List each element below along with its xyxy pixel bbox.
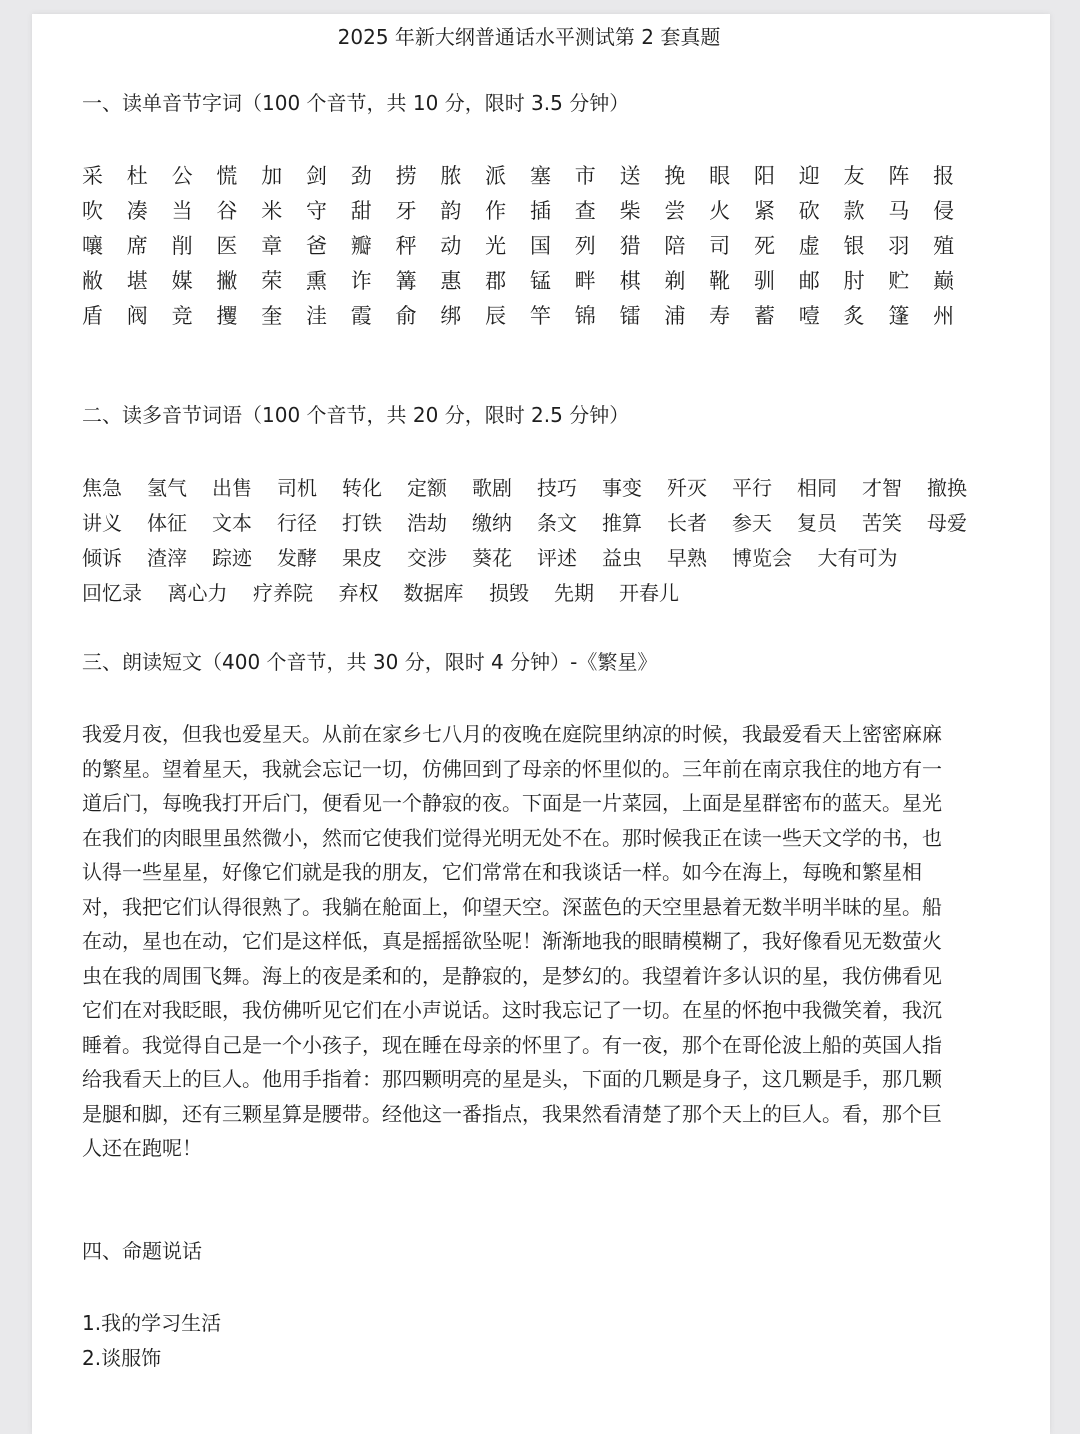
word-item: 歼灭 bbox=[667, 476, 707, 500]
syllable-char: 噎 bbox=[798, 304, 820, 328]
word-row bbox=[82, 473, 992, 508]
syllable-char: 陪 bbox=[664, 234, 686, 258]
syllable-char: 秤 bbox=[395, 234, 417, 258]
word-item: 益虫 bbox=[602, 546, 642, 570]
syllable-char: 守 bbox=[305, 199, 327, 223]
word-item: 开春儿 bbox=[619, 581, 679, 605]
syllable-char: 杜 bbox=[126, 164, 148, 188]
syllable-char: 火 bbox=[709, 199, 731, 223]
word-item: 条文 bbox=[537, 511, 577, 535]
word-item: 才智 bbox=[862, 476, 902, 500]
syllable-char: 攫 bbox=[216, 304, 238, 328]
syllable-char: 奎 bbox=[261, 304, 283, 328]
syllable-char: 眼 bbox=[709, 164, 731, 188]
char-row bbox=[82, 266, 978, 301]
word-item: 焦急 bbox=[82, 476, 122, 500]
syllable-char: 捞 bbox=[395, 164, 417, 188]
syllable-char: 阀 bbox=[126, 304, 148, 328]
passage-line: 睡着。我觉得自己是一个小孩子，现在睡在母亲的怀里了。有一夜，那个在哥伦波上船的英国人指 bbox=[82, 1032, 942, 1057]
word-item: 浩劫 bbox=[407, 511, 447, 535]
syllable-char: 牙 bbox=[395, 199, 417, 223]
syllable-char: 蓄 bbox=[753, 304, 775, 328]
syllable-char: 公 bbox=[171, 164, 193, 188]
syllable-char: 慌 bbox=[216, 164, 238, 188]
word-item: 评述 bbox=[537, 546, 577, 570]
syllable-char: 篷 bbox=[888, 304, 910, 328]
word-row bbox=[82, 543, 992, 578]
syllable-char: 席 bbox=[126, 234, 148, 258]
syllable-char: 巅 bbox=[933, 269, 955, 293]
word-item: 葵花 bbox=[472, 546, 512, 570]
syllable-char: 郡 bbox=[485, 269, 507, 293]
char-row bbox=[82, 196, 978, 231]
word-item: 苦笑 bbox=[862, 511, 902, 535]
word-item: 发酵 bbox=[277, 546, 317, 570]
char-row bbox=[82, 301, 978, 336]
syllable-char: 派 bbox=[485, 164, 507, 188]
passage-line: 我爱月夜，但我也爱星天。从前在家乡七八月的夜晚在庭院里纳凉的时候，我最爱看天上密密麻麻 bbox=[82, 722, 942, 746]
word-item: 数据库 bbox=[403, 581, 464, 605]
passage-line: 是腿和脚，还有三颗星算是腰带。经他这一番指点，我果然看清楚了那个天上的巨人。看，那个巨 bbox=[82, 1101, 942, 1126]
syllable-char: 友 bbox=[843, 164, 865, 188]
syllable-char: 采 bbox=[82, 164, 103, 188]
syllable-char: 谷 bbox=[216, 199, 238, 223]
syllable-char: 靴 bbox=[709, 269, 731, 293]
syllable-char: 爸 bbox=[305, 234, 327, 258]
syllable-char: 死 bbox=[753, 234, 775, 258]
section-1-heading: 一、读单音节字词（100 个音节，共 10 分，限时 3.5 分钟） bbox=[82, 91, 630, 115]
word-item: 离心力 bbox=[167, 581, 228, 605]
syllable-char: 银 bbox=[843, 234, 865, 258]
syllable-char: 堪 bbox=[126, 269, 148, 293]
syllable-char: 医 bbox=[216, 234, 238, 258]
word-item: 打铁 bbox=[342, 511, 382, 535]
syllable-char: 浦 bbox=[664, 304, 686, 328]
word-item: 司机 bbox=[277, 476, 317, 500]
word-item: 倾诉 bbox=[82, 546, 122, 570]
word-item: 先期 bbox=[554, 581, 594, 605]
passage-line: 对，我把它们认得很熟了。我躺在舱面上，仰望天空。深蓝色的天空里悬着无数半明半昧的星。船 bbox=[82, 894, 942, 919]
syllable-char: 猎 bbox=[619, 234, 641, 258]
document-title: 2025 年新大纲普通话水平测试第 2 套真题 bbox=[337, 25, 721, 49]
word-item: 渣滓 bbox=[147, 546, 187, 570]
syllable-char: 畔 bbox=[574, 269, 596, 293]
section-4-heading: 四、命题说话 bbox=[82, 1239, 202, 1263]
word-item: 长者 bbox=[667, 511, 707, 535]
syllable-char: 锦 bbox=[574, 304, 596, 328]
syllable-char: 列 bbox=[574, 234, 596, 258]
syllable-char: 绑 bbox=[440, 304, 462, 328]
syllable-char: 洼 bbox=[305, 304, 327, 328]
passage-line: 的繁星。望着星天，我就会忘记一切，仿佛回到了母亲的怀里似的。三年前在南京我住的地方有一 bbox=[82, 756, 942, 781]
syllable-char: 插 bbox=[529, 199, 551, 223]
syllable-char: 加 bbox=[261, 164, 283, 188]
syllable-char: 迎 bbox=[798, 164, 820, 188]
syllable-char: 米 bbox=[261, 199, 283, 223]
passage-line: 虫在我的周围飞舞。海上的夜是柔和的，是静寂的，是梦幻的。我望着许多认识的星，我仿佛看见 bbox=[82, 963, 942, 988]
syllable-char: 阳 bbox=[753, 164, 775, 188]
word-row bbox=[82, 508, 992, 543]
word-item: 相同 bbox=[797, 476, 837, 500]
word-item: 推算 bbox=[602, 511, 642, 535]
syllable-char: 诈 bbox=[350, 269, 372, 293]
topic-item: 1.我的学习生活 bbox=[82, 1311, 222, 1335]
syllable-char: 司 bbox=[709, 234, 731, 258]
syllable-char: 紧 bbox=[753, 199, 775, 223]
syllable-char: 辰 bbox=[485, 304, 507, 328]
syllable-char: 棋 bbox=[619, 269, 641, 293]
syllable-char: 尝 bbox=[664, 199, 686, 223]
syllable-char: 削 bbox=[171, 234, 193, 258]
word-item: 转化 bbox=[342, 476, 382, 500]
syllable-char: 镭 bbox=[619, 304, 641, 328]
word-item: 踪迹 bbox=[212, 546, 252, 570]
reading-passage bbox=[82, 717, 977, 1166]
word-item: 出售 bbox=[212, 476, 252, 500]
syllable-char: 熏 bbox=[305, 269, 327, 293]
syllable-char: 阵 bbox=[888, 164, 910, 188]
syllable-char: 虚 bbox=[798, 234, 820, 258]
word-item: 氢气 bbox=[147, 476, 187, 500]
word-row bbox=[82, 578, 992, 613]
word-item: 行径 bbox=[277, 511, 317, 535]
word-item: 定额 bbox=[407, 476, 447, 500]
passage-line: 道后门，每晚我打开后门，便看见一个静寂的夜。下面是一片菜园，上面是星群密布的蓝天。星光 bbox=[82, 791, 942, 815]
syllable-char: 盾 bbox=[82, 304, 103, 328]
word-item: 撤换 bbox=[927, 476, 967, 500]
word-item: 博览会 bbox=[732, 546, 792, 570]
section-3-heading: 三、朗读短文（400 个音节，共 30 分，限时 4 分钟）-《繁星》 bbox=[82, 650, 658, 674]
syllable-char: 查 bbox=[574, 199, 596, 223]
syllable-char: 殖 bbox=[933, 234, 955, 258]
syllable-char: 砍 bbox=[798, 199, 820, 223]
syllable-char: 肘 bbox=[843, 269, 865, 293]
word-item: 技巧 bbox=[537, 476, 577, 500]
word-item: 文本 bbox=[212, 511, 252, 535]
syllable-char: 剃 bbox=[664, 269, 686, 293]
word-item: 交涉 bbox=[407, 546, 447, 570]
syllable-char: 锰 bbox=[529, 269, 551, 293]
syllable-char: 挽 bbox=[664, 164, 686, 188]
syllable-char: 嚷 bbox=[82, 234, 103, 258]
syllable-char: 脓 bbox=[440, 164, 462, 188]
passage-line: 在我们的肉眼里虽然微小，然而它使我们觉得光明无处不在。那时候我正在读一些天文学的书，也 bbox=[82, 825, 942, 850]
syllable-char: 瓣 bbox=[350, 234, 372, 258]
word-item: 参天 bbox=[732, 511, 772, 535]
syllable-char: 当 bbox=[171, 199, 193, 223]
word-item: 复员 bbox=[797, 511, 837, 535]
word-item: 平行 bbox=[732, 476, 772, 500]
word-item: 大有可为 bbox=[817, 546, 898, 570]
single-syllable-grid bbox=[82, 161, 978, 336]
passage-line: 给我看天上的巨人。他用手指着：那四颗明亮的星是头，下面的几颗是身子，这几颗是手，那几颗 bbox=[82, 1067, 942, 1091]
word-item: 事变 bbox=[602, 476, 642, 500]
char-row bbox=[82, 161, 978, 196]
syllable-char: 款 bbox=[843, 199, 865, 223]
syllable-char: 章 bbox=[261, 234, 283, 258]
syllable-char: 马 bbox=[888, 199, 910, 223]
word-item: 弃权 bbox=[338, 581, 379, 605]
word-item: 歌剧 bbox=[472, 476, 512, 500]
passage-line: 它们在对我眨眼，我仿佛听见它们在小声说话。这时我忘记了一切。在星的怀抱中我微笑着，我沉 bbox=[82, 998, 942, 1022]
syllable-char: 驯 bbox=[753, 269, 775, 293]
passage-line: 在动，星也在动，它们是这样低，真是摇摇欲坠呢！渐渐地我的眼睛模糊了，我好像看见无数萤火 bbox=[82, 929, 942, 953]
word-item: 早熟 bbox=[667, 546, 707, 570]
syllable-char: 甜 bbox=[350, 199, 372, 223]
syllable-char: 敝 bbox=[82, 269, 103, 293]
passage-line: 认得一些星星，好像它们就是我的朋友，它们常常在和我谈话一样。如今在海上，每晚和繁星相 bbox=[82, 860, 922, 884]
word-item: 回忆录 bbox=[82, 581, 142, 605]
word-item: 疗养院 bbox=[253, 581, 313, 605]
syllable-char: 寿 bbox=[709, 304, 731, 328]
syllable-char: 媒 bbox=[171, 269, 193, 293]
syllable-char: 贮 bbox=[888, 269, 910, 293]
word-item: 讲义 bbox=[82, 511, 122, 535]
syllable-char: 柴 bbox=[619, 199, 641, 223]
passage-line: 人还在跑呢！ bbox=[82, 1136, 202, 1160]
word-item: 损毁 bbox=[489, 581, 529, 605]
syllable-char: 竞 bbox=[171, 304, 193, 328]
syllable-char: 霞 bbox=[350, 304, 372, 328]
word-item: 体征 bbox=[147, 511, 187, 535]
syllable-char: 吹 bbox=[82, 199, 103, 223]
word-item: 缴纳 bbox=[472, 511, 512, 535]
syllable-char: 作 bbox=[485, 199, 507, 223]
syllable-char: 韵 bbox=[440, 199, 462, 223]
syllable-char: 凑 bbox=[126, 199, 148, 223]
syllable-char: 篝 bbox=[395, 269, 417, 293]
syllable-char: 撇 bbox=[216, 269, 238, 293]
word-item: 果皮 bbox=[342, 546, 382, 570]
multi-syllable-words bbox=[82, 473, 992, 613]
syllable-char: 送 bbox=[619, 164, 641, 188]
syllable-char: 州 bbox=[933, 304, 955, 328]
syllable-char: 市 bbox=[574, 164, 596, 188]
syllable-char: 惠 bbox=[440, 269, 462, 293]
char-row bbox=[82, 231, 978, 266]
syllable-char: 侵 bbox=[933, 199, 955, 223]
syllable-char: 炙 bbox=[843, 304, 865, 328]
word-item: 母爱 bbox=[927, 511, 967, 535]
syllable-char: 竿 bbox=[529, 304, 551, 328]
topic-item: 2.谈服饰 bbox=[82, 1346, 162, 1370]
syllable-char: 羽 bbox=[888, 234, 910, 258]
syllable-char: 塞 bbox=[529, 164, 551, 188]
syllable-char: 俞 bbox=[395, 304, 417, 328]
syllable-char: 劲 bbox=[350, 164, 372, 188]
syllable-char: 国 bbox=[529, 234, 551, 258]
syllable-char: 动 bbox=[440, 234, 462, 258]
syllable-char: 荣 bbox=[261, 269, 283, 293]
syllable-char: 剑 bbox=[305, 164, 327, 188]
section-2-heading: 二、读多音节词语（100 个音节，共 20 分，限时 2.5 分钟） bbox=[82, 403, 630, 427]
syllable-char: 邮 bbox=[798, 269, 820, 293]
syllable-char: 报 bbox=[933, 164, 955, 188]
syllable-char: 光 bbox=[485, 234, 507, 258]
